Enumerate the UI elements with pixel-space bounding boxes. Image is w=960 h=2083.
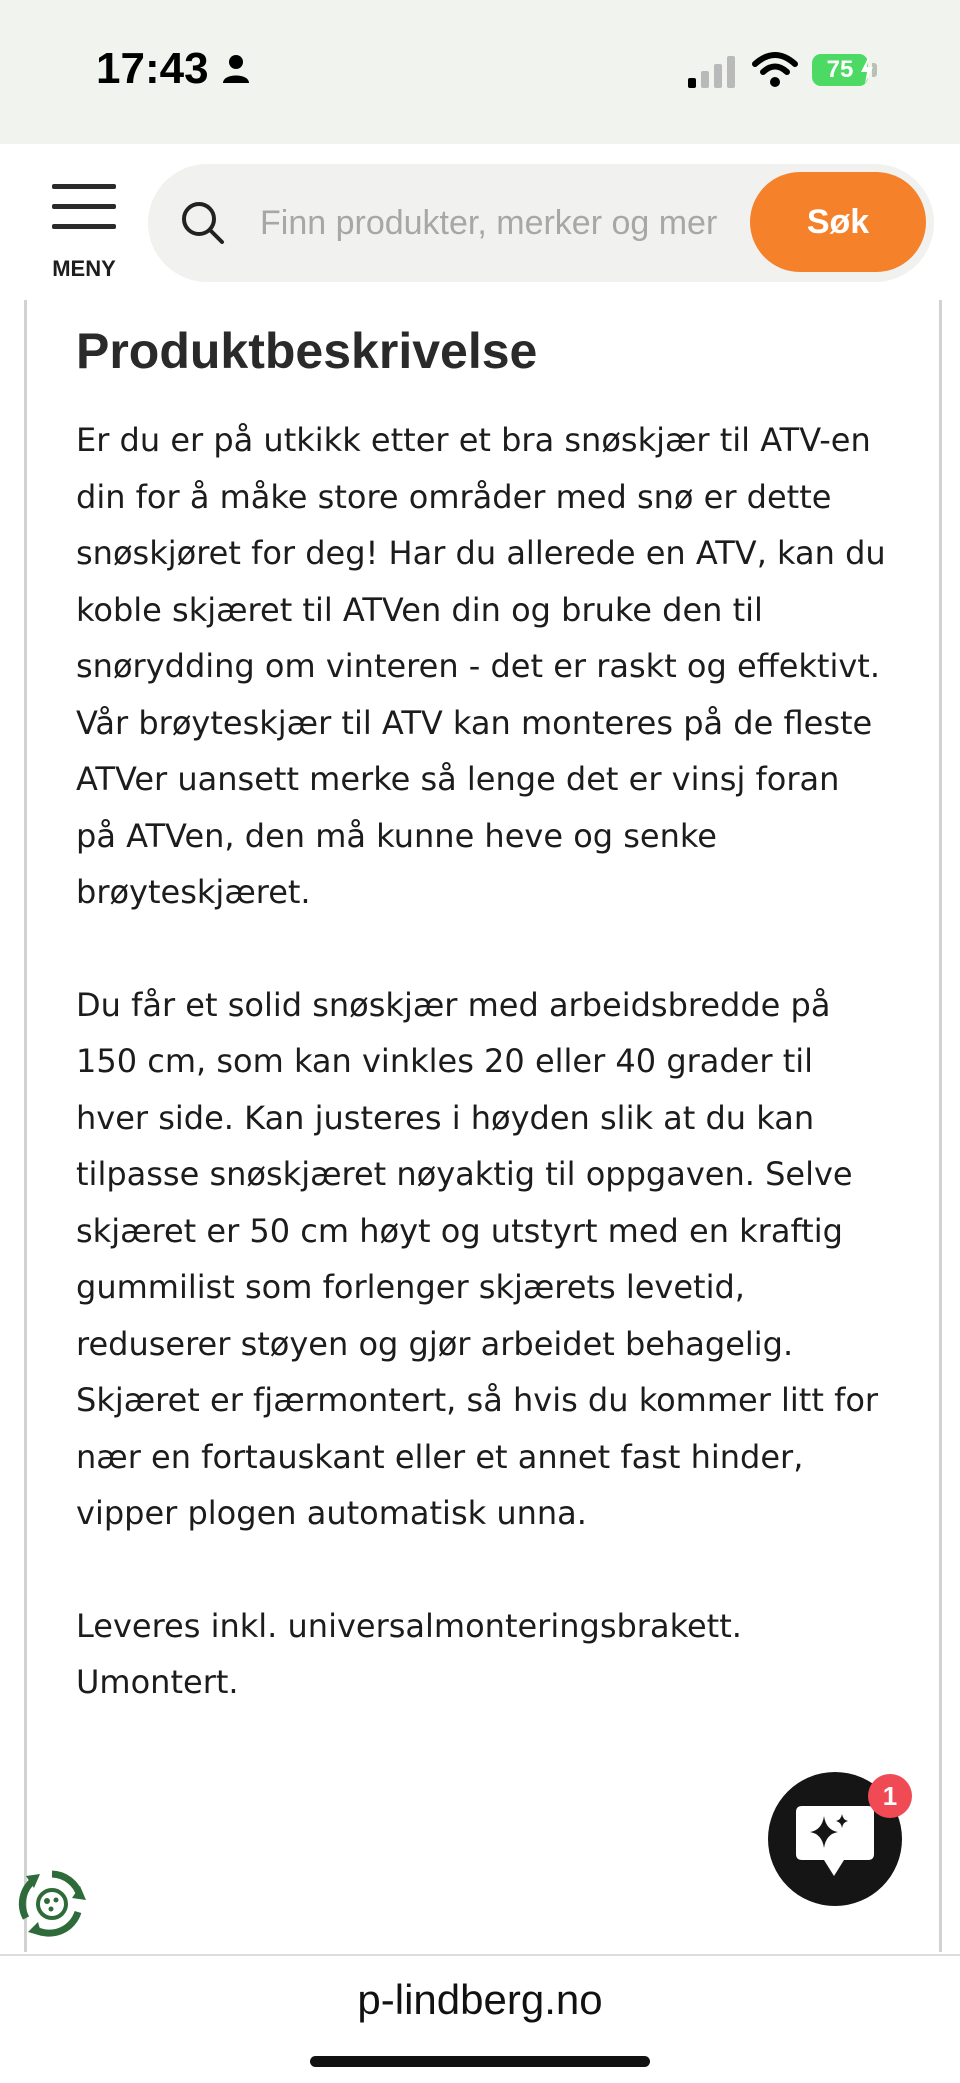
site-header bbox=[0, 144, 960, 298]
chat-sparkle-icon bbox=[794, 1802, 876, 1882]
hamburger-icon bbox=[52, 184, 116, 189]
hamburger-icon-line bbox=[52, 204, 116, 209]
domain-label: p-lindberg.no bbox=[357, 1976, 603, 2023]
search-box bbox=[148, 164, 934, 282]
hamburger-icon-line bbox=[52, 224, 116, 229]
search-icon bbox=[180, 200, 226, 246]
description-paragraph: Vår brøyteskjær til ATV kan monteres på de fleste ATVer uansett merke så lenge det er vinsj foran på ATVen, den må kunne heve og senke brøyteskjæret. bbox=[76, 703, 873, 911]
signal-icon bbox=[688, 56, 736, 88]
status-bar bbox=[0, 0, 960, 144]
browser-address-bar[interactable] bbox=[0, 1954, 960, 2083]
menu-button[interactable] bbox=[44, 184, 124, 281]
battery-level: 75 bbox=[826, 56, 854, 83]
description-paragraph: Leveres inkl. universalmonteringsbrakett. Umontert. bbox=[76, 1606, 742, 1701]
charging-bolt-icon bbox=[860, 56, 874, 84]
home-indicator[interactable] bbox=[310, 2056, 650, 2067]
search-button[interactable]: Søk bbox=[750, 172, 926, 272]
menu-label: MENY bbox=[52, 256, 116, 281]
chat-notification-badge: 1 bbox=[868, 1774, 912, 1818]
description-paragraph: Du får et solid snøskjær med arbeidsbredde på 150 cm, som kan vinkles 20 eller 40 grader til hver side. Kan justeres i høyden slik at du kan tilpasse snøskjæret nøyaktig til oppgaven. Selve skjæret er 50 cm høyt og utstyrt med en kraftig gummilist som forlenger skjærets levetid, reduserer støyen og gjør arbeidet behagelig. Skjæret er fjærmontert, så hvis du kommer litt for nær en fortauskant eller et annet fast hinder, vipper plogen automatisk unna. bbox=[76, 985, 879, 1532]
person-icon bbox=[222, 54, 250, 84]
description-paragraph: Er du er på utkikk etter et bra snøskjær til ATV-en din for å måke store områder med snø er dette snøskjøret for deg! Har du allerede en ATV, kan du koble skjæret til ATVen din og bruke den til snørydding om vinteren - det er raskt og effektivt. bbox=[76, 421, 886, 685]
product-description bbox=[76, 412, 886, 1711]
status-time: 17:43 bbox=[96, 44, 209, 93]
eco-recycle-icon[interactable] bbox=[16, 1868, 88, 1940]
section-title: Produktbeskrivelse bbox=[76, 323, 538, 379]
wifi-icon bbox=[752, 52, 798, 88]
